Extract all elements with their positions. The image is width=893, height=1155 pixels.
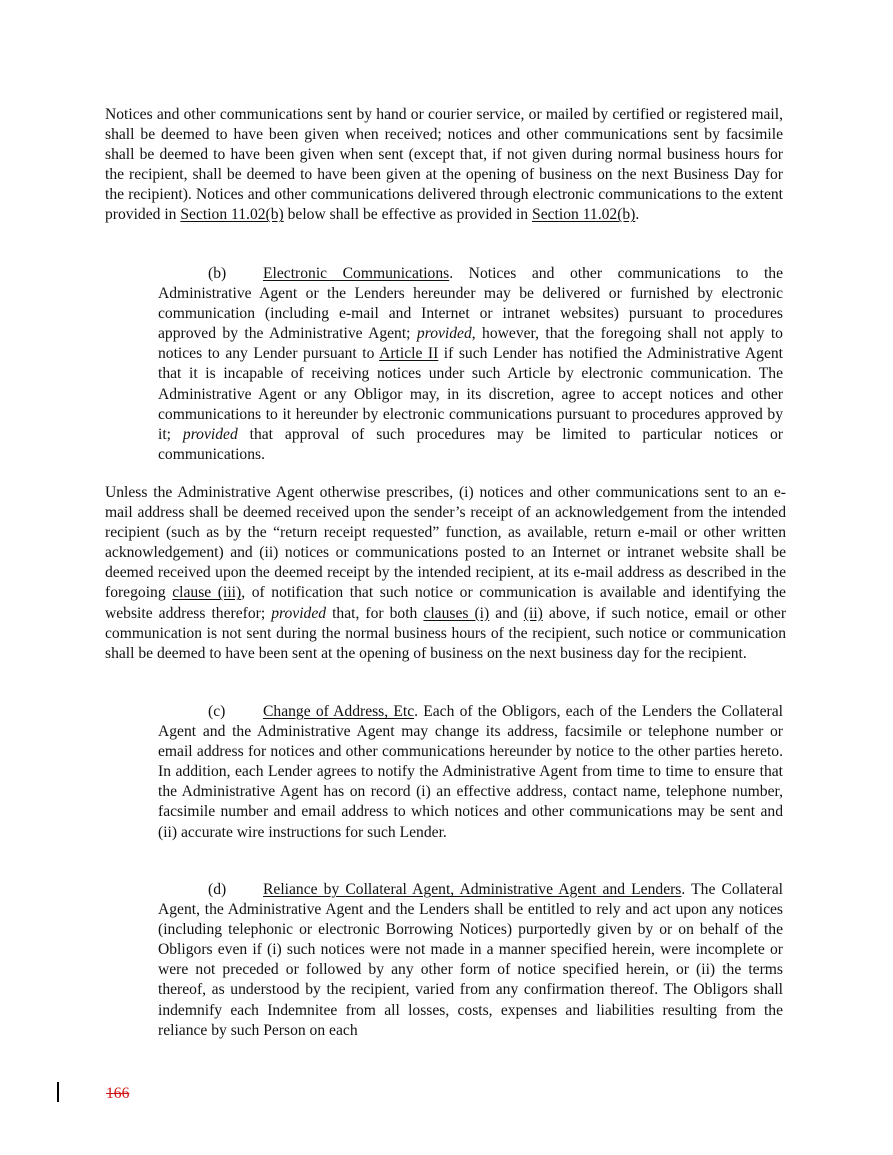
text: and <box>489 604 524 622</box>
article-reference: Article II <box>379 345 439 363</box>
text: . <box>635 206 640 224</box>
clause-label: (c) <box>208 703 226 720</box>
revision-change-bar <box>57 1082 59 1102</box>
clause-label: (d) <box>208 881 227 898</box>
clause-reference: (ii) <box>523 604 543 622</box>
text: . The Collateral Agent, the Administrative Agent and the Lenders shall be entitled to rely and act upon any notices (including telephonic or electronic Borrowing Notices) purportedly given by or on behalf of the Obligors even if (i) such notices were not made in a manner specified herein, were incomplete or were not preceded or followed by any other form of notice specified herein, or (ii) the terms thereof, as understood by the recipient, varied from any confirmation thereof. The Obligors shall indemnify each Indemnitee from all losses, costs, expenses and liabilities resulting from the reliance by such Person on each <box>158 881 783 1039</box>
text: . Each of the Obligors, each of the Lenders the Collateral Agent and the Administrative Agent may change its address, facsimile or telephone number or email address for notices and other communications hereunder by notice to the other parties hereto. In addition, each Lender agrees to notify the Administrative Agent from time to time to ensure that the Administrative Agent has on record (i) an effective address, contact name, telephone number, facsimile number and email address to which notices and other communications may be sent and (ii) accurate wire instructions for such Lender. <box>158 703 783 841</box>
section-reference: Section 11.02(b) <box>180 206 284 224</box>
paragraph-c-change-of-address <box>158 702 783 843</box>
clause-heading: Change of Address, Etc <box>263 703 415 720</box>
text: if such Lender has notified the Administrative Agent that it is incapable of receiving notices under such Article by electronic communication. The Administrative Agent or any Obligor may, in its discretion, agree to accept notices and other communications to it hereunder by electronic communications pursuant to procedures approved by it; <box>158 345 783 443</box>
text: Unless the Administrative Agent otherwise prescribes, (i) notices and other communications sent to an e-mail address shall be deemed received upon the sender’s receipt of an acknowledgement from the intended recipient (such as by the “return receipt requested” function, as available, return e-mail or other written acknowledgement) and (ii) notices or communications posted to an Internet or intranet website shall be deemed received upon the deemed receipt by the intended recipient, at its e-mail address as described in the foregoing <box>105 484 786 602</box>
paragraph-email-receipt <box>105 483 786 664</box>
paragraph-d-reliance <box>158 880 783 1041</box>
paragraph-notices-delivery <box>105 105 783 226</box>
italic-term: provided <box>416 325 472 343</box>
text: , however, that the foregoing shall not apply to notices to any Lender pursuant to <box>158 325 783 363</box>
italic-term: provided <box>271 604 327 622</box>
text: that, for both <box>326 604 424 622</box>
text: Notices and other communications sent by hand or courier service, or mailed by certified or registered mail, shall be deemed to have been given when received; notices and other communications sent by facsimile shall be deemed to have been given when sent (except that, if not given during normal business hours for the recipient, shall be deemed to have been given at the opening of business on the next Business Day for the recipient). Notices and other communications delivered through electronic communications to the extent provided in <box>105 106 783 224</box>
section-reference: Section 11.02(b) <box>532 206 636 224</box>
page-number: 166 <box>106 1085 130 1102</box>
clause-heading: Reliance by Collateral Agent, Administrative Agent and Lenders <box>263 881 682 898</box>
text: below shall be effective as provided in <box>283 206 533 224</box>
text: . Notices and other communications to the Administrative Agent or the Lenders hereunder may be delivered or furnished by electronic communication (including e-mail and Internet or intranet websites) pursuant to procedures approved by the Administrative Agent; <box>158 265 783 343</box>
italic-term: provided <box>182 425 238 443</box>
text: above, if such notice, email or other communication is not sent during the normal business hours of the recipient, such notice or communication shall be deemed to have been sent at the opening of business on the next business day for the recipient. <box>105 604 787 662</box>
clause-reference: clause (iii) <box>172 584 242 602</box>
clause-heading: Electronic Communications <box>263 265 450 282</box>
clause-label: (b) <box>208 265 227 282</box>
text: that approval of such procedures may be limited to particular notices or communications. <box>158 425 783 463</box>
paragraph-b-electronic-communications <box>158 264 783 465</box>
clause-reference: clauses (i) <box>423 604 490 622</box>
text: , of notification that such notice or communication is available and identifying the website address therefor; <box>105 584 786 622</box>
